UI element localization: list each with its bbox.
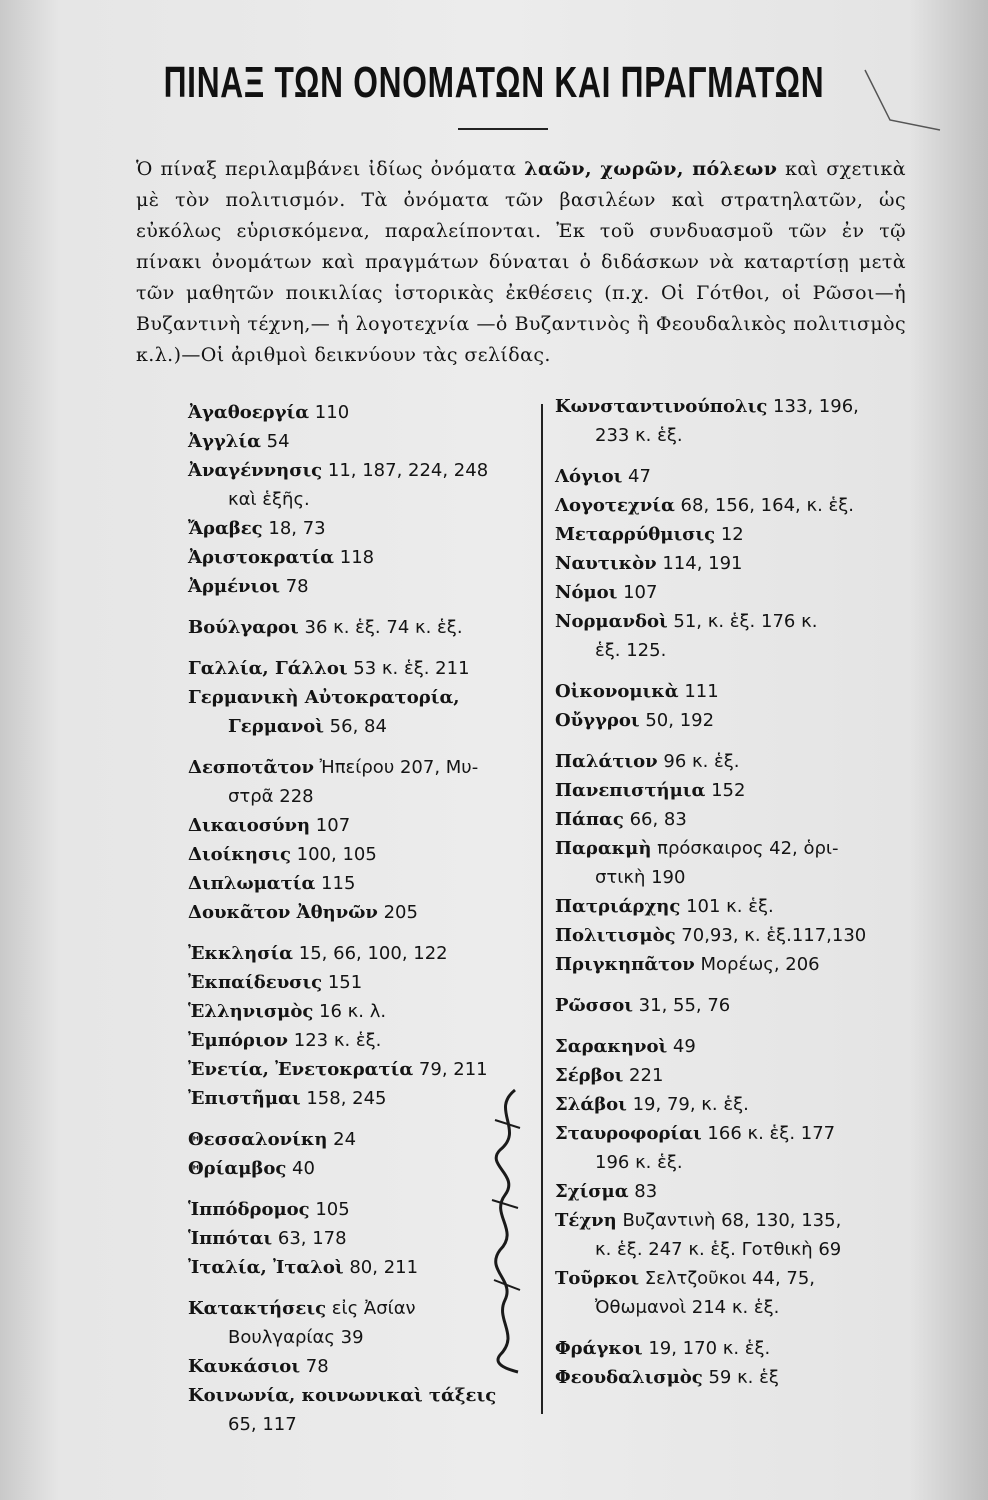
entry-headword: Διπλωματία	[188, 873, 316, 894]
index-entry	[555, 1061, 935, 1090]
index-entry	[555, 1090, 935, 1119]
entry-pages: 115	[315, 873, 356, 894]
entry-continuation	[555, 863, 935, 892]
entry-continuation-text: Βουλγαρίας 39	[228, 1327, 364, 1348]
entry-pages: 80, 211	[343, 1257, 419, 1278]
intro-text-2: καὶ σχετικὰ μὲ τὸν πολιτισμόν. Τὰ ὀνόματα τῶν βασιλέων καὶ στρατηλατῶν, ὡς εὐκόλως εὑρισκόμενα, παραλείπονται. Ἐκ τοῦ συνδυασμοῦ τῶν ἐν τῷ πίνακι ὀνομάτων καὶ πραγμάτων δύναται ὁ διδάσκων νὰ καταρτίσῃ μετὰ τῶν μαθητῶν ποικιλίας ἱστορικὰς ἐκθέσεις (π.χ. Οἱ Γότθοι, οἱ Ρῶσοι—ἡ Βυζαντινὴ τέχνη,— ἡ λογοτεχνία —ὁ Βυζαντινὸς ἢ Φεουδαλικὸς πολιτισμὸς κ.λ.)—Οἱ ἀριθμοὶ δεικνύουν τὰς σελίδας.	[136, 158, 907, 366]
entry-continuation	[188, 712, 533, 741]
entry-headword: Δικαιοσύνη	[188, 815, 311, 836]
entry-continuation	[555, 1235, 935, 1264]
entry-continuation-text: Ὀθωμανοὶ 214 κ. ἑξ.	[595, 1297, 780, 1318]
entry-headword: Πατριάρχης	[555, 896, 681, 917]
index-entry	[188, 1026, 533, 1055]
entry-headword: Καυκάσιοι	[188, 1356, 301, 1377]
index-entry	[188, 753, 533, 811]
entry-pages: 78	[300, 1356, 329, 1377]
entry-headword: Ἑλληνισμὸς	[188, 1001, 314, 1022]
entry-headword: Γερμανικὴ Αὐτοκρατορία,	[188, 687, 460, 708]
entry-headword: Ναυτικὸν	[555, 553, 657, 574]
margin-pencil-mark	[860, 60, 950, 140]
entry-pages: 31, 55, 76	[632, 995, 731, 1016]
entry-headword: Φεουδαλισμὸς	[555, 1367, 703, 1388]
entry-pages: 54	[260, 431, 290, 452]
entry-pages: 63, 178	[272, 1228, 347, 1249]
entry-headword: Διοίκησις	[188, 844, 291, 865]
entry-headword: Ἐμπόριον	[188, 1030, 289, 1051]
entry-pages: 50, 192	[639, 710, 715, 731]
entry-pages: 68, 156, 164, κ. ἑξ.	[674, 495, 855, 516]
entry-pages: 70,93, κ. ἑξ.117,130	[675, 925, 867, 946]
index-entry	[555, 578, 935, 607]
entry-pages: 12	[715, 524, 744, 545]
index-entry	[555, 1334, 935, 1363]
entry-continuation-text: ἑξ. 125.	[595, 640, 667, 661]
entry-headword: Δεσποτᾶτον	[188, 757, 314, 778]
entry-continuation	[188, 782, 533, 811]
entry-pages: 83	[628, 1181, 658, 1202]
index-entry	[188, 683, 533, 741]
entry-headword: Ἰταλία, Ἰταλοὶ	[188, 1257, 344, 1278]
entry-pages: 59 κ. ἑξ	[702, 1367, 779, 1388]
entry-continuation	[188, 1410, 533, 1439]
entry-gap	[555, 979, 935, 991]
entry-pages: 19, 79, κ. ἑξ.	[626, 1094, 749, 1115]
entry-headword: Μεταρρύθμισις	[555, 524, 716, 545]
entry-pages: 110	[309, 402, 350, 423]
entry-continuation	[555, 1293, 935, 1322]
entry-pages: 133, 196,	[767, 396, 859, 417]
entry-continuation-text: στρᾶ 228	[228, 786, 314, 807]
entry-continuation	[555, 1148, 935, 1177]
index-entry	[188, 654, 533, 683]
entry-headword: Οἰκονομικὰ	[555, 681, 679, 702]
index-entry	[555, 520, 935, 549]
index-entry	[188, 398, 533, 427]
entry-pages: 47	[622, 466, 651, 487]
entry-pages: 114, 191	[656, 553, 743, 574]
index-entry	[555, 1119, 935, 1177]
index-entry	[188, 543, 533, 572]
index-entry	[188, 514, 533, 543]
index-entry	[555, 462, 935, 491]
index-entry	[555, 805, 935, 834]
index-entry	[555, 892, 935, 921]
entry-pages: 151	[322, 972, 363, 993]
entry-continuation-text: καὶ ἑξῆς.	[228, 489, 310, 510]
entry-gap	[555, 450, 935, 462]
entry-pages: 105	[309, 1199, 350, 1220]
index-entry	[555, 677, 935, 706]
entry-headword: Τοῦρκοι	[555, 1268, 640, 1289]
entry-pages: 152	[705, 780, 746, 801]
index-entry	[555, 491, 935, 520]
entry-headword: Γαλλία, Γάλλοι	[188, 658, 348, 679]
entry-continuation	[188, 485, 533, 514]
entry-headword: Σταυροφορίαι	[555, 1123, 702, 1144]
entry-headword: Θρίαμβος	[188, 1158, 287, 1179]
entry-headword: Σλάβοι	[555, 1094, 627, 1115]
entry-headword: Ἄραβες	[188, 518, 263, 539]
entry-continuation-text: 196 κ. ἑξ.	[595, 1152, 683, 1173]
entry-pages: 205	[377, 902, 418, 923]
index-entry	[188, 1381, 533, 1439]
entry-headword: Λογοτεχνία	[555, 495, 675, 516]
entry-pages: 15, 66, 100, 122	[293, 943, 448, 964]
entry-headword: Δουκᾶτον Ἀθηνῶν	[188, 902, 378, 923]
entry-pages: 66, 83	[623, 809, 687, 830]
entry-headword: Σαρακηνοὶ	[555, 1036, 668, 1057]
entry-headword: Ἀγαθοεργία	[188, 402, 310, 423]
entry-headword: Κοινωνία, κοινωνικαὶ τάξεις	[188, 1385, 497, 1406]
page-title: ΠΙΝΑΞ ΤΩΝ ΟΝΟΜΑΤΩΝ ΚΑΙ ΠΡΑΓΜΑΤΩΝ	[163, 58, 825, 107]
entry-gap	[188, 927, 533, 939]
entry-pages: 111	[678, 681, 719, 702]
entry-pages: 18, 73	[262, 518, 326, 539]
index-entry	[555, 747, 935, 776]
entry-headword: Κατακτήσεις	[188, 1298, 327, 1319]
entry-headword: Ρῶσσοι	[555, 995, 633, 1016]
entry-gap	[188, 601, 533, 613]
entry-pages: Βυζαντινὴ 68, 130, 135,	[616, 1210, 842, 1231]
index-entry	[555, 1032, 935, 1061]
index-entry	[555, 950, 935, 979]
column-divider	[541, 404, 543, 1414]
index-column-right	[555, 392, 935, 1392]
index-entry	[188, 427, 533, 456]
entry-pages: 79, 211	[413, 1059, 488, 1080]
entry-pages: Μορέως, 206	[694, 954, 820, 975]
entry-headword: Λόγιοι	[555, 466, 623, 487]
index-entry	[188, 869, 533, 898]
entry-headword: Ἀριστοκρατία	[188, 547, 335, 568]
intro-paragraph	[136, 154, 906, 371]
entry-headword: Παρακμὴ	[555, 838, 652, 859]
entry-headword: Ἱππόδρομος	[188, 1199, 310, 1220]
entry-pages: 158, 245	[300, 1088, 387, 1109]
entry-headword: Ἐπιστῆμαι	[188, 1088, 301, 1109]
entry-headword: Σέρβοι	[555, 1065, 624, 1086]
entry-headword: Πολιτισμὸς	[555, 925, 676, 946]
entry-continuation-headword: Γερμανοὶ	[228, 716, 324, 737]
index-entry	[555, 1206, 935, 1264]
entry-gap	[555, 665, 935, 677]
entry-pages: 123 κ. ἑξ.	[288, 1030, 382, 1051]
entry-pages: 78	[279, 576, 309, 597]
entry-headword: Νόμοι	[555, 582, 618, 603]
index-entry	[188, 572, 533, 601]
entry-pages: 24	[327, 1129, 357, 1150]
entry-continuation	[555, 421, 935, 450]
index-entry	[555, 834, 935, 892]
entry-headword: Ἐκκλησία	[188, 943, 294, 964]
entry-headword: Ἐνετία, Ἐνετοκρατία	[188, 1059, 414, 1080]
index-entry	[555, 549, 935, 578]
entry-gap	[555, 1322, 935, 1334]
index-entry	[555, 706, 935, 735]
entry-gap	[188, 642, 533, 654]
entry-continuation-text: 56, 84	[323, 716, 387, 737]
intro-bold: λαῶν, χωρῶν, πόλεων	[524, 158, 778, 180]
index-entry	[188, 613, 533, 642]
index-entry	[188, 456, 533, 514]
entry-headword: Πανεπιστήμια	[555, 780, 706, 801]
index-entry	[188, 939, 533, 968]
index-entry	[555, 1177, 935, 1206]
entry-pages: 49	[667, 1036, 696, 1057]
entry-headword: Ἀρμένιοι	[188, 576, 280, 597]
index-entry	[555, 776, 935, 805]
entry-continuation-text: στικὴ 190	[595, 867, 686, 888]
entry-headword: Πάπας	[555, 809, 624, 830]
entry-headword: Ἱππόται	[188, 1228, 273, 1249]
entry-pages: 53 κ. ἑξ. 211	[347, 658, 470, 679]
entry-pages: 107	[617, 582, 658, 603]
entry-headword: Οὔγγροι	[555, 710, 640, 731]
entry-headword: Σχίσμα	[555, 1181, 629, 1202]
handwritten-signature	[470, 1080, 540, 1380]
entry-headword: Πριγκηπᾶτον	[555, 954, 695, 975]
index-entry	[555, 1363, 935, 1392]
entry-continuation	[555, 636, 935, 665]
index-entry	[188, 968, 533, 997]
entry-gap	[555, 1020, 935, 1032]
index-entry	[555, 392, 935, 450]
entry-pages: Σελτζοῦκοι 44, 75,	[639, 1268, 816, 1289]
index-entry	[188, 811, 533, 840]
index-entry	[555, 991, 935, 1020]
entry-pages: 16 κ. λ.	[313, 1001, 387, 1022]
entry-headword: Παλάτιον	[555, 751, 658, 772]
entry-gap	[555, 735, 935, 747]
entry-pages: 96 κ. ἑξ.	[657, 751, 740, 772]
entry-headword: Θεσσαλονίκη	[188, 1129, 328, 1150]
entry-headword: Νορμανδοὶ	[555, 611, 668, 632]
intro-text-1: Ὁ πίναξ περιλαμβάνει ἰδίως ὀνόματα	[136, 158, 525, 180]
entry-pages: 107	[310, 815, 351, 836]
entry-pages: 118	[334, 547, 375, 568]
title-rule	[458, 128, 548, 130]
entry-headword: Ἀγγλία	[188, 431, 261, 452]
entry-pages: 100, 105	[290, 844, 377, 865]
entry-continuation-text: κ. ἑξ. 247 κ. ἑξ. Γοτθικὴ 69	[595, 1239, 842, 1260]
entry-pages: 221	[623, 1065, 664, 1086]
entry-headword: Φράγκοι	[555, 1338, 643, 1359]
entry-pages: 19, 170 κ. ἑξ.	[642, 1338, 771, 1359]
entry-pages: 51, κ. ἑξ. 176 κ.	[667, 611, 818, 632]
entry-pages: 36 κ. ἑξ. 74 κ. ἑξ.	[298, 617, 463, 638]
index-entry	[188, 997, 533, 1026]
entry-headword: Βούλγαροι	[188, 617, 299, 638]
index-entry	[188, 840, 533, 869]
entry-pages: Ἠπείρου 207, Μυ-	[313, 757, 479, 778]
entry-pages: 166 κ. ἑξ. 177	[701, 1123, 836, 1144]
entry-pages: 11, 187, 224, 248	[322, 460, 489, 481]
entry-continuation-text: 233 κ. ἑξ.	[595, 425, 683, 446]
entry-pages: εἰς Ἀσίαν	[326, 1298, 416, 1319]
entry-pages: πρόσκαιρος 42, ὁρι-	[651, 838, 839, 859]
index-entry	[555, 1264, 935, 1322]
entry-continuation-text: 65, 117	[228, 1414, 297, 1435]
entry-pages: 40	[286, 1158, 315, 1179]
entry-headword: Ἀναγέννησις	[188, 460, 323, 481]
entry-headword: Τέχνη	[555, 1210, 617, 1231]
index-entry	[555, 921, 935, 950]
entry-pages: 101 κ. ἑξ.	[680, 896, 774, 917]
entry-gap	[188, 741, 533, 753]
entry-headword: Κωνσταντινούπολις	[555, 396, 768, 417]
entry-headword: Ἐκπαίδευσις	[188, 972, 323, 993]
index-entry	[188, 898, 533, 927]
index-entry	[555, 607, 935, 665]
